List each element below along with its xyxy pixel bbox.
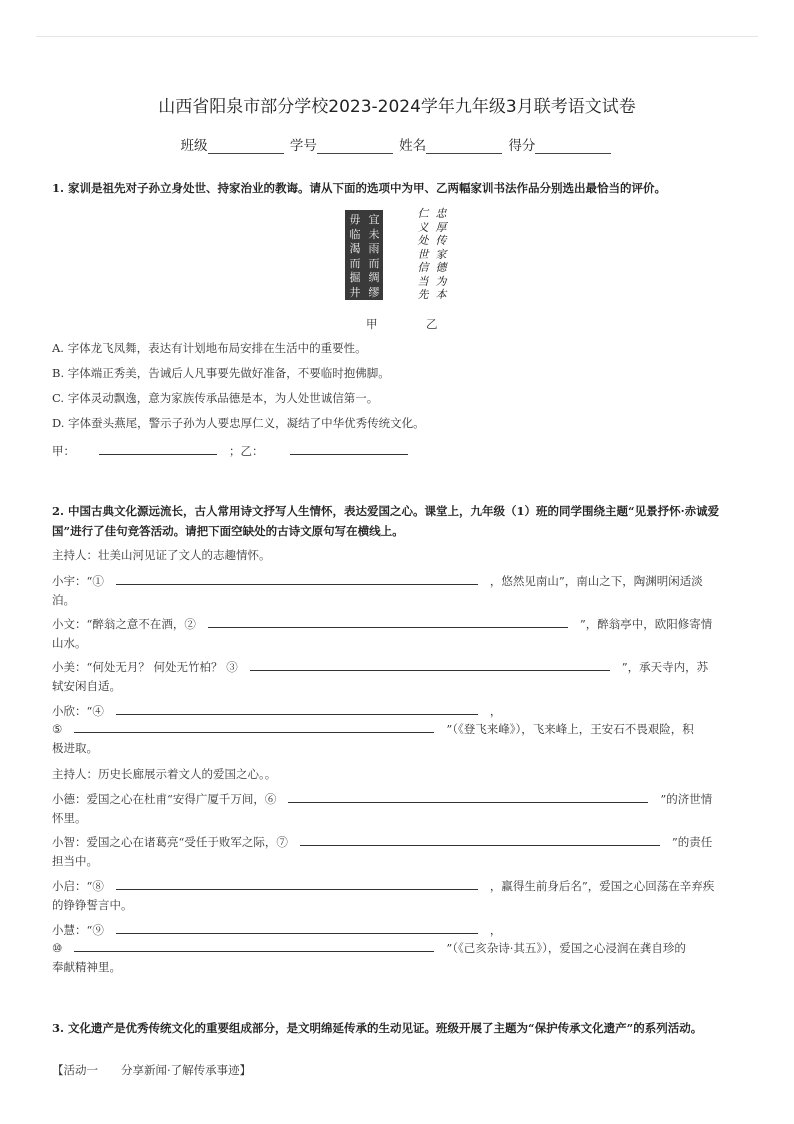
calligraphy-jia-col-right — [367, 213, 381, 300]
xiaoxin-line-2 — [52, 719, 742, 739]
calligraphy-jia-col-left — [348, 213, 362, 300]
xiaoxin-cont: 极进取。 — [52, 741, 98, 755]
blank-7[interactable] — [300, 832, 660, 846]
xiaode-suffix: ”的济世情 — [660, 792, 713, 806]
name-label: 姓名 — [399, 138, 427, 154]
host-line-1: 主持人：壮美山河见证了文人的志趣情怀。 — [52, 548, 271, 562]
xiaoyu-suffix: ，悠然见南山”，南山之下，陶渊明闲适淡 — [489, 574, 703, 588]
top-divider — [36, 36, 758, 37]
calligraphy-char: 渴 — [349, 242, 361, 255]
xiaoxin-prefix: 小欣：“④ — [52, 704, 104, 718]
xiaohui-line — [52, 920, 742, 940]
page-title: 山西省阳泉市部分学校2023-2024学年九年级3月联考语文试卷 — [158, 97, 636, 117]
blank-5-marker: ⑤ — [52, 722, 63, 736]
question-2-stem: 2. 中国古典文化源远流长，古人常用诗文抒写人生情怀，表达爱国之心。课堂上，九年级（1）班的同学围绕主题“见景抒怀·赤诚爱国”进行了佳句竞答活动。请把下面空缺处的古诗文原句写在横线上。 — [52, 504, 720, 538]
xiaoqi-cont: 的铮铮誓言中。 — [52, 898, 133, 912]
student-info-line — [0, 134, 794, 154]
calligraphy-char: 信 — [417, 261, 429, 274]
answer-jia-blank[interactable] — [99, 441, 217, 455]
calligraphy-char: 宜 — [368, 213, 380, 226]
calligraphy-char: 未 — [368, 227, 380, 241]
q1-answer-row — [52, 441, 742, 461]
calligraphy-char: 先 — [417, 288, 429, 301]
question-3-stem: 3. 文化遗产是优秀传统文化的重要组成部分，是文明绵延传承的生动见证。班级开展了主题为“保护传承文化遗产”的系列活动。 — [52, 1021, 703, 1035]
calligraphy-char: 绸 — [368, 271, 380, 284]
score-blank[interactable] — [535, 139, 611, 154]
xiaozhi-prefix: 小智：爱国之心在诸葛亮“受任于败军之际，⑦ — [52, 835, 288, 849]
calligraphy-char: 而 — [368, 256, 380, 270]
class-blank[interactable] — [208, 139, 284, 154]
calligraphy-char: 掘 — [349, 271, 361, 284]
xiaozhi-cont: 担当中。 — [52, 854, 98, 868]
blank-5[interactable] — [74, 719, 434, 733]
calligraphy-yi-col-left — [415, 207, 431, 302]
xiaoyu-prefix: 小宇：“① — [52, 574, 104, 588]
xiaozhi-suffix: ”的责任 — [671, 835, 713, 849]
option-c: C. 字体灵动飘逸，意为家族传承品德是本，为人处世诚信第一。 — [52, 391, 379, 405]
answer-jia-label: 甲： — [52, 444, 75, 458]
xiaowen-cont: 山水。 — [52, 636, 87, 650]
calligraphy-char: 雨 — [368, 242, 380, 255]
option-d: D. 字体蚕头燕尾，警示子孙为人要忠厚仁义，凝结了中华优秀传统文化。 — [52, 416, 425, 430]
calligraphy-char: 缪 — [368, 285, 380, 299]
xiaozhi-line — [52, 832, 742, 852]
xiaowen-prefix: 小文：“醉翁之意不在酒，② — [52, 617, 196, 631]
calligraphy-char: 本 — [435, 288, 447, 301]
option-b: B. 字体端正秀美，告诫后人凡事要先做好准备，不要临时抱佛脚。 — [52, 366, 390, 380]
calligraphy-char: 德 — [435, 261, 447, 274]
xiaoxin-line — [52, 701, 742, 721]
xiaohui-comma: ， — [489, 923, 502, 937]
xiaohui-line-2 — [52, 938, 742, 958]
calligraphy-char: 临 — [349, 227, 361, 241]
xiaohui-cont: 奉献精神里。 — [52, 960, 121, 974]
calligraphy-char: 毋 — [349, 213, 361, 226]
xiaohui-suffix: ”（《己亥杂诗·其五》），爱国之心浸润在龚自珍的 — [446, 941, 686, 955]
question-1-stem: 1. 家训是祖先对子孙立身处世、持家治业的教诲。请从下面的选项中为甲、乙两幅家训书法作品分别选出最恰当的评价。 — [52, 181, 667, 195]
xiaoyu-cont: 泊。 — [52, 593, 75, 607]
calligraphy-char: 家 — [435, 247, 447, 261]
xiaomei-suffix: ”，承天寺内，苏 — [621, 660, 709, 674]
activity-1-heading: 【活动一 分享新闻·了解传承事迹】 — [52, 1063, 252, 1077]
xiaode-cont: 怀里。 — [52, 811, 87, 825]
xiaoqi-line — [52, 876, 742, 896]
calligraphy-char: 而 — [349, 256, 361, 270]
calligraphy-char: 世 — [417, 247, 429, 261]
caption-yi: 乙 — [426, 317, 438, 331]
xiaomei-prefix: 小美：“何处无月？ 何处无竹柏？ ③ — [52, 660, 238, 674]
xiaoqi-suffix: ，赢得生前身后名”，爱国之心回荡在辛弃疾 — [489, 879, 715, 893]
xiaoxin-comma: ， — [489, 704, 502, 718]
calligraphy-char: 为 — [435, 274, 447, 288]
calligraphy-char: 忠 — [435, 207, 447, 220]
score-label: 得分 — [508, 138, 536, 154]
name-blank[interactable] — [426, 139, 502, 154]
calligraphy-char: 义 — [417, 220, 429, 234]
blank-1[interactable] — [116, 571, 478, 585]
blank-2[interactable] — [208, 614, 568, 628]
blank-10[interactable] — [74, 938, 434, 952]
calligraphy-char: 井 — [349, 285, 361, 299]
calligraphy-char: 当 — [417, 274, 429, 288]
blank-4[interactable] — [116, 701, 478, 715]
xiaoyu-line — [52, 571, 742, 591]
blank-6[interactable] — [288, 789, 648, 803]
xiaowen-line — [52, 614, 742, 634]
calligraphy-yi-col-right — [433, 207, 449, 302]
id-label: 学号 — [289, 138, 317, 154]
blank-10-marker: ⑩ — [52, 941, 63, 955]
xiaode-line — [52, 789, 742, 809]
calligraphy-char: 厚 — [435, 220, 447, 234]
calligraphy-char: 仁 — [417, 207, 429, 220]
class-label: 班级 — [180, 138, 208, 154]
calligraphy-char: 传 — [435, 234, 447, 247]
xiaoxin-suffix: ”（《登飞来峰》），飞来峰上，王安石不畏艰险，积 — [446, 722, 694, 736]
calligraphy-jia — [345, 210, 383, 300]
xiaowen-suffix: ”，醉翁亭中，欧阳修寄情 — [579, 617, 713, 631]
xiaomei-cont: 轼安闲自适。 — [52, 679, 121, 693]
calligraphy-char: 处 — [417, 234, 429, 247]
xiaode-prefix: 小德：爱国之心在杜甫“安得广厦千万间，⑥ — [52, 792, 277, 806]
caption-jia: 甲 — [366, 317, 378, 331]
xiaohui-prefix: 小慧：“⑨ — [52, 923, 104, 937]
blank-3[interactable] — [250, 657, 610, 671]
host-line-2: 主持人：历史长廊展示着文人的爱国之心。。 — [52, 767, 277, 781]
blank-9[interactable] — [116, 920, 478, 934]
id-blank[interactable] — [317, 139, 393, 154]
calligraphy-yi — [415, 207, 451, 307]
answer-yi-blank[interactable] — [290, 441, 408, 455]
xiaomei-line — [52, 657, 742, 677]
answer-yi-label: ；乙： — [229, 444, 264, 458]
option-a: A. 字体龙飞凤舞，表达有计划地布局安排在生活中的重要性。 — [52, 341, 367, 355]
xiaoqi-prefix: 小启：“⑧ — [52, 879, 104, 893]
blank-8[interactable] — [116, 876, 478, 890]
